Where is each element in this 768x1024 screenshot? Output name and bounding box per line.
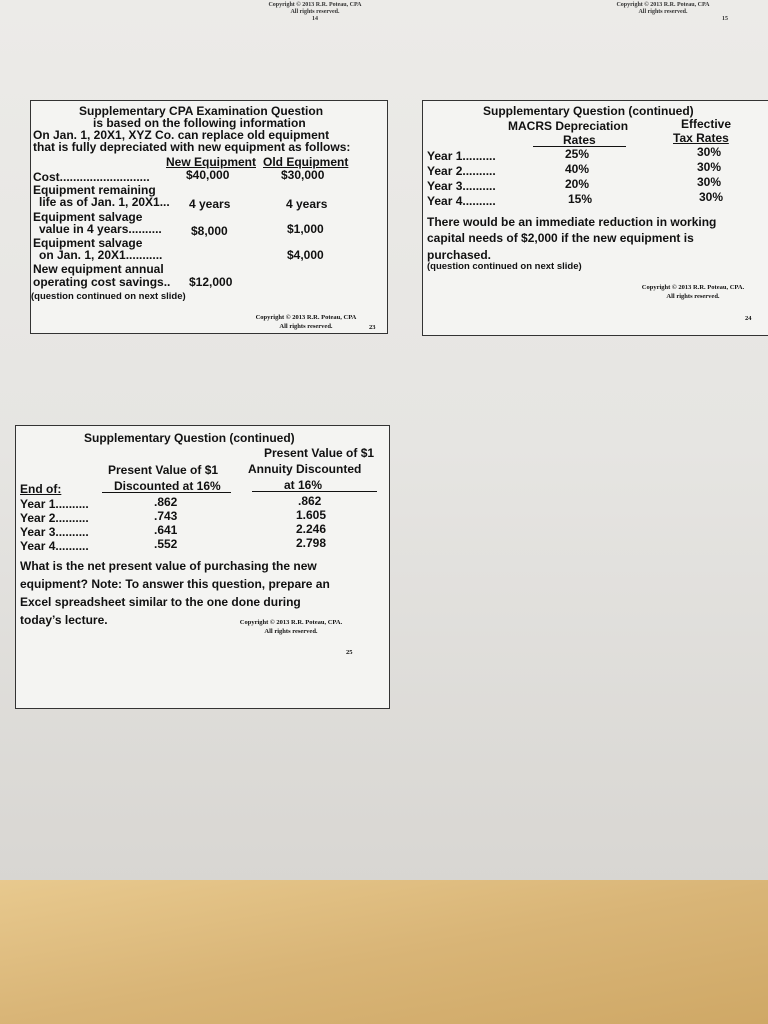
cell-old: $30,000 [281, 168, 325, 182]
page-number: 23 [369, 324, 376, 331]
pv-value: .552 [154, 537, 178, 551]
row-label: Cost........................... [33, 170, 150, 184]
slide-25 [15, 425, 390, 709]
copyright [628, 283, 758, 301]
slide-title: Supplementary Question (continued) [84, 431, 295, 445]
question-text: What is the net present value of purchasing the new [20, 559, 317, 573]
page-number: 15 [722, 16, 728, 22]
continued-note: (question continued on next slide) [427, 261, 582, 272]
cell-old: $4,000 [287, 248, 324, 262]
tax-rate: 30% [697, 175, 722, 189]
annuity-value: 1.605 [296, 508, 327, 522]
body-text: There would be an immediate reduction in working [427, 215, 717, 229]
wooden-desk [0, 880, 768, 1024]
column-header-pv: Discounted at 16% [102, 480, 231, 493]
column-header-new: New Equipment [166, 155, 257, 169]
row-label: value in 4 years.......... [39, 222, 162, 236]
macrs-rate: 15% [568, 192, 593, 206]
year-label: Year 4.......... [20, 539, 89, 553]
copyright-text: Copyright © 2013 R.R. Poteau, CPA. [641, 284, 745, 291]
column-header-annuity: at 16% [252, 479, 377, 492]
year-label: Year 4.......... [427, 194, 496, 208]
row-label: Equipment salvage [33, 236, 143, 250]
pv-value: .743 [154, 509, 178, 523]
header-copyright-15 [598, 2, 728, 23]
row-label: life as of Jan. 1, 20X1... [39, 195, 170, 209]
rights-text: All rights reserved. [290, 9, 340, 15]
annuity-value: 2.246 [296, 522, 327, 536]
tax-rate: 30% [697, 145, 722, 159]
row-label: on Jan. 1, 20X1........... [39, 248, 163, 262]
column-header-annuity: Annuity Discounted [248, 462, 362, 476]
slide-24 [422, 100, 768, 336]
page-number: 25 [346, 649, 353, 656]
row-label: Equipment remaining [33, 183, 156, 197]
copyright [221, 618, 361, 636]
question-text: Excel spreadsheet similar to the one done during [20, 595, 301, 609]
end-of-label: End of: [20, 482, 62, 496]
copyright-text: Copyright © 2013 R.R. Poteau, CPA [255, 314, 357, 321]
question-text: today’s lecture. [20, 613, 108, 627]
pv-value: .641 [154, 523, 178, 537]
cell-old: 4 years [286, 197, 328, 211]
pv-value: .862 [154, 495, 178, 509]
page-number: 24 [745, 315, 752, 322]
column-header-tax: Tax Rates [673, 131, 729, 145]
slide-title: Supplementary Question (continued) [483, 104, 694, 118]
slide-title: Supplementary CPA Examination Question [79, 104, 324, 118]
copyright-text: Copyright © 2013 R.R. Poteau, CPA. [239, 619, 343, 626]
intro-text: that is fully depreciated with new equipment as follows: [33, 140, 351, 154]
column-header-macrs: MACRS Depreciation [508, 119, 629, 133]
macrs-rate: 25% [565, 147, 590, 161]
rights-text: All rights reserved. [638, 9, 688, 15]
cell-new: $12,000 [189, 275, 233, 289]
cell-new: $8,000 [191, 224, 228, 238]
copyright-text: Copyright © 2013 R.R. Poteau, CPA [268, 2, 362, 8]
tax-rate: 30% [699, 190, 724, 204]
intro-text: On Jan. 1, 20X1, XYZ Co. can replace old equipment [33, 128, 330, 142]
row-label: operating cost savings.. [33, 275, 171, 289]
rights-text: All rights reserved. [279, 323, 333, 330]
column-header-old: Old Equipment [263, 155, 349, 169]
body-text: purchased. [427, 248, 492, 262]
column-header-tax: Effective [681, 117, 732, 131]
rights-text: All rights reserved. [666, 293, 720, 300]
column-header-macrs: Rates [533, 134, 626, 147]
cell-old: $1,000 [287, 222, 324, 236]
macrs-rate: 20% [565, 177, 590, 191]
tax-rate: 30% [697, 160, 722, 174]
rights-text: All rights reserved. [264, 628, 318, 635]
macrs-rate: 40% [565, 162, 590, 176]
year-label: Year 3.......... [427, 179, 496, 193]
cell-new: 4 years [189, 197, 231, 211]
slide-subtitle: is based on the following information [93, 116, 306, 130]
year-label: Year 2.......... [20, 511, 89, 525]
question-text: equipment? Note: To answer this question, prepare an [20, 577, 330, 591]
year-label: Year 2.......... [427, 164, 496, 178]
header-copyright-14 [250, 2, 380, 23]
year-label: Year 1.......... [20, 497, 89, 511]
page-number: 14 [312, 16, 318, 22]
column-header-annuity: Present Value of $1 [264, 446, 375, 460]
annuity-value: .862 [298, 494, 322, 508]
cell-new: $40,000 [186, 168, 230, 182]
year-label: Year 3.......... [20, 525, 89, 539]
row-label: Equipment salvage [33, 210, 143, 224]
body-text: capital needs of $2,000 if the new equipment is [427, 231, 694, 245]
copyright-text: Copyright © 2013 R.R. Poteau, CPA [616, 2, 710, 8]
column-header-pv: Present Value of $1 [108, 463, 219, 477]
row-label: New equipment annual [33, 262, 164, 276]
copyright [241, 313, 371, 331]
slide-23 [30, 100, 388, 334]
annuity-value: 2.798 [296, 536, 327, 550]
year-label: Year 1.......... [427, 149, 496, 163]
continued-note: (question continued on next slide) [31, 291, 186, 302]
